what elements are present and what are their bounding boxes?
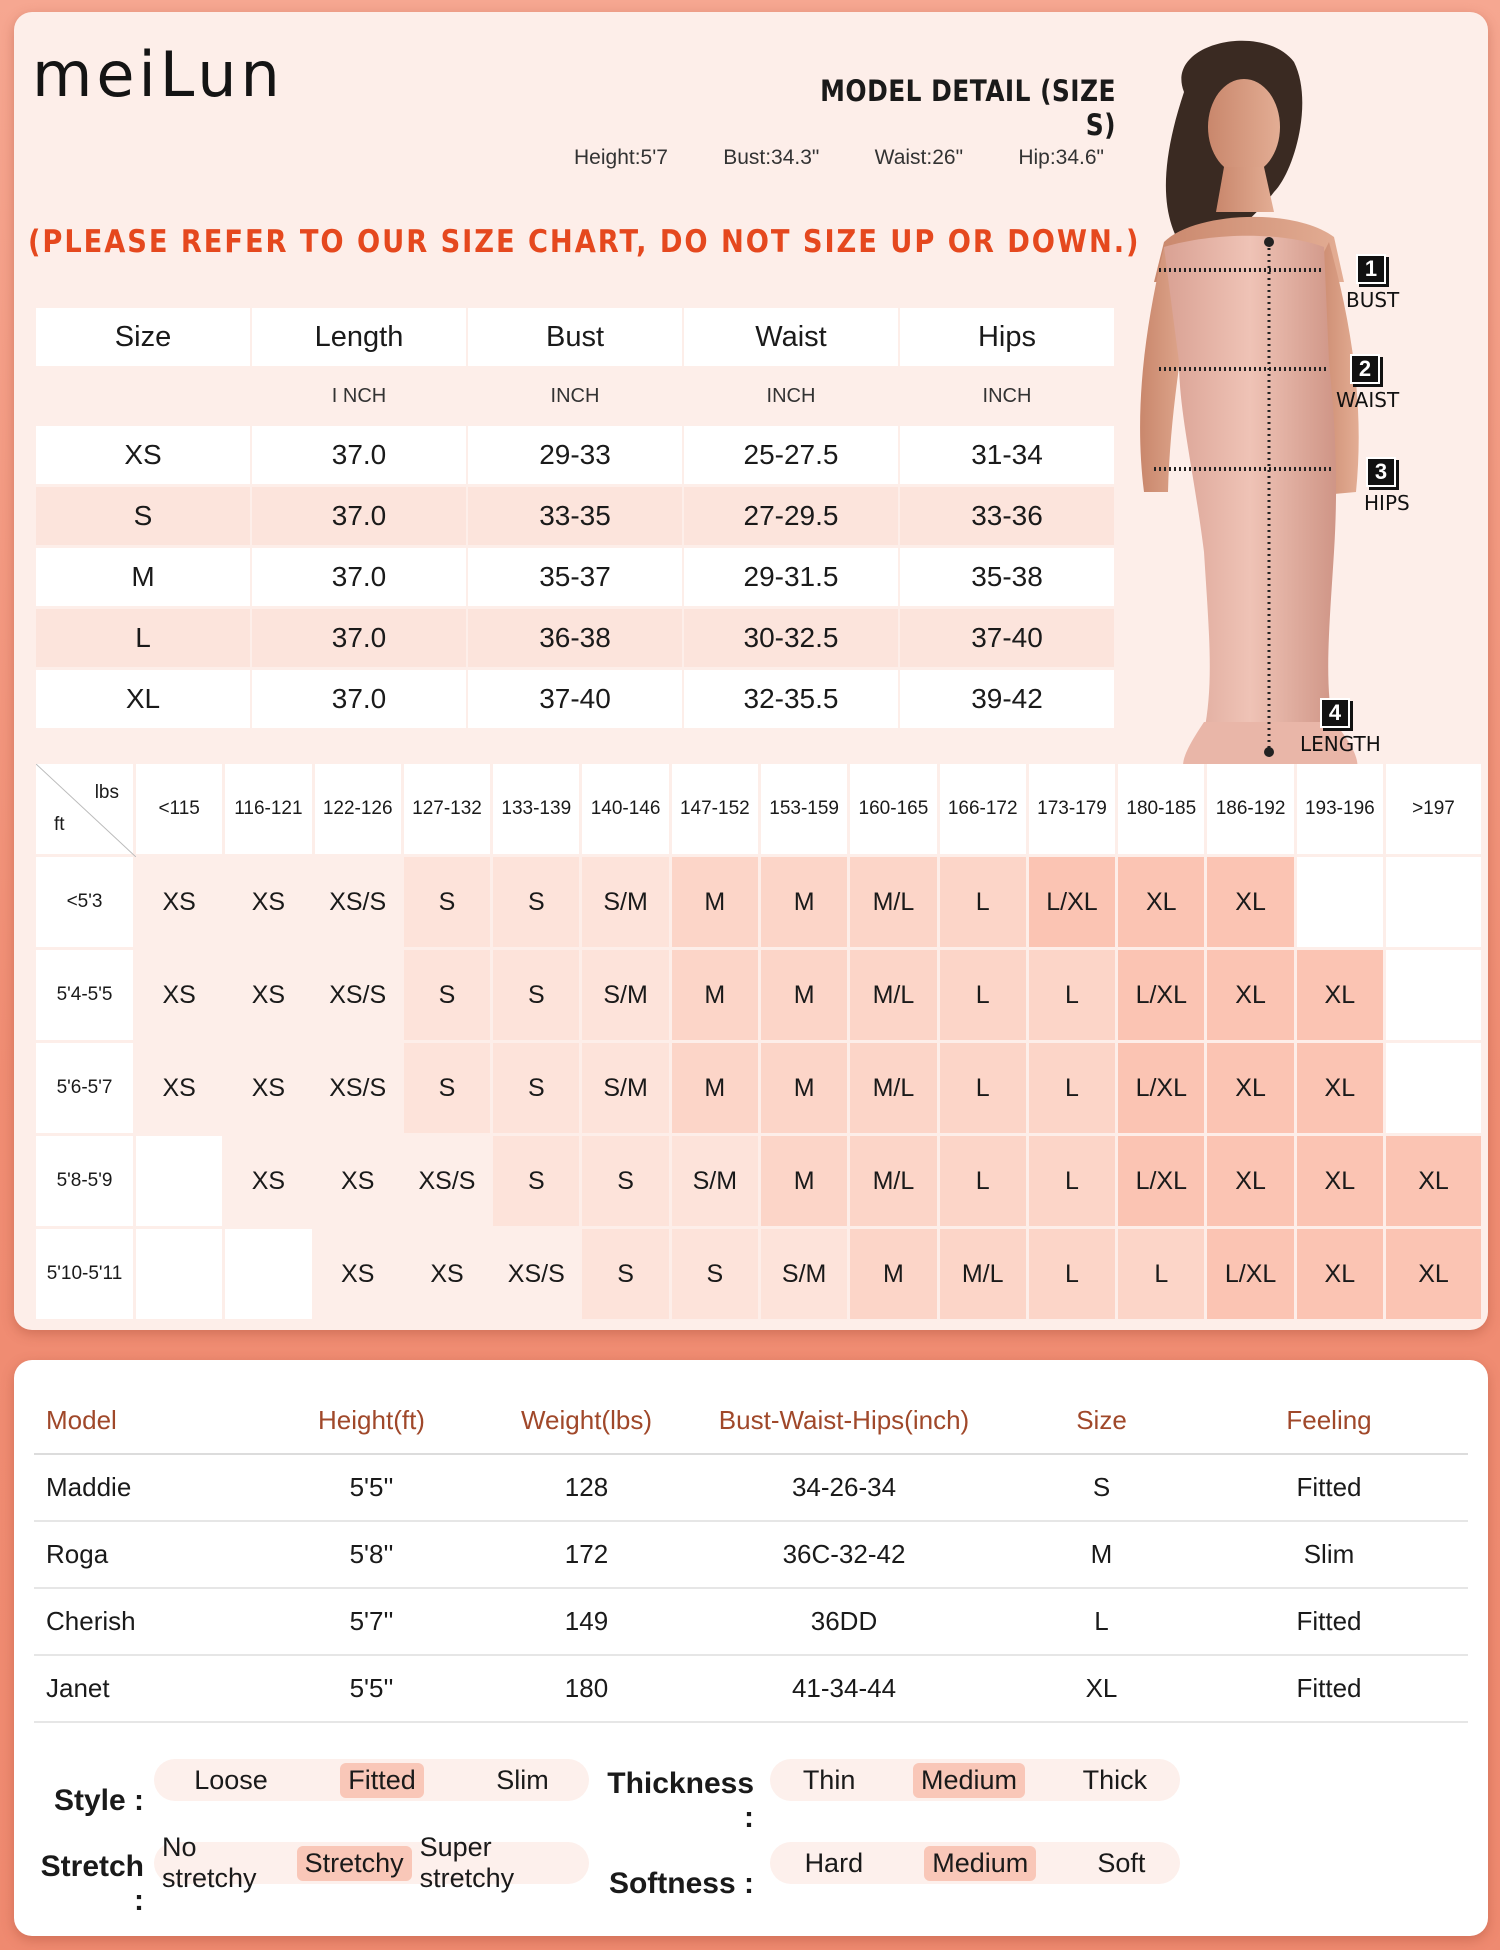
unit-label: INCH [468,369,684,426]
softness-label: Softness : [608,1867,754,1900]
model-cell: Slim [1303,1539,1355,1569]
model-cell: 5'8'' [349,1539,394,1569]
size-recommendation-cell: S [404,1043,493,1136]
thickness-label: Thickness : [607,1767,754,1834]
size-recommendation-cell: XS/S [315,1043,404,1136]
size-chart-header: Size [36,308,252,369]
size-recommendation-cell: XL [1118,857,1207,950]
size-recommendation-cell: XS [225,857,314,950]
measure-badge-2: 2 [1350,354,1380,384]
size-recommendation-cell [136,1229,225,1322]
size-chart-cell: 37-40 [468,670,684,731]
size-chart-cell: 25-27.5 [684,426,900,487]
size-recommendation-cell: L [1029,950,1118,1043]
models-header-cell: Bust-Waist-Hips(inch) [718,1405,970,1435]
model-detail-title: MODEL DETAIL (SIZE S) [820,74,1116,142]
model-row [34,1455,1468,1522]
size-recommendation-cell: XL [1207,1136,1296,1229]
size-recommendation-cell: XL [1207,857,1296,950]
size-recommendation-cell: XL [1297,1136,1386,1229]
weight-header: 140-146 [582,764,671,857]
size-recommendation-cell: XS [225,1136,314,1229]
model-row [34,1656,1468,1723]
softness-option: Hard [804,1847,864,1878]
size-chart-header: Hips [900,308,1116,369]
size-chart-units-row [36,369,1136,426]
model-cell: Fitted [1296,1472,1362,1502]
size-recommendation-cell: L/XL [1118,1136,1207,1229]
size-guide-card [14,12,1488,1330]
size-recommendation-cell: M/L [850,1136,939,1229]
size-recommendation-cell: XS/S [315,950,404,1043]
size-recommendation-cell: XS/S [404,1136,493,1229]
size-recommendation-cell: L/XL [1118,950,1207,1043]
measure-badge-3: 3 [1366,457,1396,487]
model-cell: M [1090,1539,1113,1569]
size-recommendation-cell: M [672,1043,761,1136]
size-recommendation-cell: L [940,1043,1029,1136]
size-recommendation-cell: L [940,1136,1029,1229]
thickness-option: Thick [1082,1764,1148,1795]
weight-header: 160-165 [850,764,939,857]
size-recommendation-cell: M/L [850,950,939,1043]
style-option: Slim [496,1764,549,1795]
size-recommendation-cell: XL [1207,950,1296,1043]
size-recommendation-cell: XS [136,1043,225,1136]
size-recommendation-cell: XL [1386,1136,1484,1229]
size-recommendation-cell: S [493,857,582,950]
size-chart-cell: 35-38 [900,548,1116,609]
size-chart-header-row [36,308,1136,369]
size-chart-cell: 37.0 [252,487,468,548]
corner-ft: ft [54,814,65,835]
size-chart-cell: 32-35.5 [684,670,900,731]
size-recommendation-cell: L [1029,1043,1118,1136]
size-recommendation-cell: S/M [582,1043,671,1136]
size-recommendation-cell: XL [1297,1043,1386,1136]
style-track [154,1759,589,1801]
models-card [14,1360,1488,1936]
size-recommendation-cell: M/L [940,1229,1029,1322]
weight-header: 193-196 [1297,764,1386,857]
thickness-option: Thin [802,1764,856,1795]
size-recommendation-cell: XS [225,1043,314,1136]
size-recommendation-cell: L/XL [1029,857,1118,950]
size-chart-cell: 37.0 [252,609,468,670]
model-cell: 41-34-44 [791,1673,897,1703]
size-recommendation-cell: M [761,1136,850,1229]
size-recommendation-cell: XS [136,950,225,1043]
models-header-cell: Size [1076,1405,1127,1435]
model-cell: 149 [564,1606,609,1636]
model-stats [574,146,1104,170]
thickness-option: Medium [913,1763,1025,1798]
size-recommendation-cell [225,1229,314,1322]
height-row-header: 5'8-5'9 [36,1136,136,1229]
height-weight-chart [36,764,1484,1322]
style-option: Fitted [340,1763,424,1798]
model-row [34,1522,1468,1589]
size-recommendation-cell: S [672,1229,761,1322]
size-recommendation-cell: M [761,1043,850,1136]
unit-label: INCH [900,369,1116,426]
model-row [34,1589,1468,1656]
model-cell: Roga [46,1539,109,1569]
size-chart-table [36,308,1136,731]
brand-logo: meiLun [32,38,284,111]
size-chart-cell: 29-33 [468,426,684,487]
size-chart-header: Waist [684,308,900,369]
size-recommendation-cell: XS [404,1229,493,1322]
size-chart-cell: L [36,609,252,670]
bust-label: BUST [1346,288,1400,312]
size-recommendation-cell: L [1029,1136,1118,1229]
size-chart-cell: 33-35 [468,487,684,548]
softness-track [770,1842,1180,1884]
thickness-attribute [594,1767,754,1834]
model-cell: L [1094,1606,1109,1636]
waist-label: WAIST [1336,388,1400,412]
model-bust: Bust:34.3" [723,146,820,169]
model-cell: 5'5'' [349,1673,394,1703]
size-recommendation-cell: M/L [850,857,939,950]
model-waist: Waist:26" [874,146,964,169]
size-recommendation-cell: S [582,1136,671,1229]
weight-header: 166-172 [940,764,1029,857]
unit-label: INCH [684,369,900,426]
softness-attribute [594,1863,754,1905]
model-height: Height:5'7 [574,146,668,169]
model-cell: 128 [564,1472,609,1502]
size-recommendation-cell: XL [1207,1043,1296,1136]
size-chart-cell: M [36,548,252,609]
size-recommendation-cell: M [761,950,850,1043]
size-recommendation-cell: S [493,1043,582,1136]
models-table-header [34,1388,1468,1455]
model-illustration [1124,32,1484,782]
size-recommendation-cell: S/M [761,1229,850,1322]
size-chart-cell: XL [36,670,252,731]
size-recommendation-cell: XS [315,1229,404,1322]
size-recommendation-cell: XS [225,950,314,1043]
height-row-header: 5'4-5'5 [36,950,136,1043]
weight-header: 122-126 [315,764,404,857]
size-recommendation-cell [1386,950,1484,1043]
model-cell: 36C-32-42 [782,1539,906,1569]
size-recommendation-cell: L/XL [1207,1229,1296,1322]
softness-option: Soft [1097,1847,1146,1878]
weight-header: >197 [1386,764,1484,857]
softness-option: Medium [924,1846,1036,1881]
size-recommendation-cell: S [404,950,493,1043]
stretch-option: Super stretchy [419,1832,515,1893]
corner-divider [36,764,136,857]
weight-header: 133-139 [493,764,582,857]
size-chart-row [36,548,1136,609]
weight-header: <115 [136,764,225,857]
model-cell: 172 [564,1539,609,1569]
size-chart-cell: S [36,487,252,548]
models-header-cell: Model [46,1405,117,1435]
size-chart-header: Length [252,308,468,369]
size-chart-cell: 37-40 [900,609,1116,670]
size-chart-cell: 37.0 [252,548,468,609]
size-recommendation-cell: L [940,950,1029,1043]
size-recommendation-cell: L/XL [1118,1043,1207,1136]
models-table [34,1388,1468,1723]
size-chart-row [36,609,1136,670]
size-recommendation-cell: L [1029,1229,1118,1322]
corner-lbs: lbs [94,782,119,803]
stretch-label: Stretch : [40,1850,144,1917]
size-recommendation-cell: M [850,1229,939,1322]
model-cell: 34-26-34 [791,1472,897,1502]
measure-badge-1: 1 [1356,254,1386,284]
size-recommendation-cell: S [493,950,582,1043]
length-label: LENGTH [1300,732,1381,756]
models-header-cell: Height(ft) [318,1405,425,1435]
size-chart-cell: 37.0 [252,670,468,731]
size-chart-row [36,670,1136,731]
size-recommendation-cell [1386,857,1484,950]
height-row-header: 5'6-5'7 [36,1043,136,1136]
size-chart-cell: 39-42 [900,670,1116,731]
size-recommendation-cell: L [1118,1229,1207,1322]
unit-label: I NCH [252,369,468,426]
size-chart-cell: XS [36,426,252,487]
size-notice: (PLEASE REFER TO OUR SIZE CHART, DO NOT SIZE UP OR DOWN.) [28,224,1141,260]
model-cell: XL [1085,1673,1118,1703]
size-chart-row [36,487,1136,548]
model-cell: 36DD [810,1606,878,1636]
size-recommendation-cell [1386,1043,1484,1136]
size-chart-row [36,426,1136,487]
size-recommendation-cell: M [761,857,850,950]
size-recommendation-cell: M/L [850,1043,939,1136]
size-chart-cell: 31-34 [900,426,1116,487]
size-recommendation-cell: L [940,857,1029,950]
size-recommendation-cell: XS [136,857,225,950]
model-cell: Fitted [1296,1606,1362,1636]
size-recommendation-cell: S [582,1229,671,1322]
model-cell: Cherish [46,1606,136,1636]
model-cell: Maddie [46,1472,132,1502]
model-cell: 5'7'' [349,1606,394,1636]
size-recommendation-cell [1297,857,1386,950]
size-chart-cell: 35-37 [468,548,684,609]
weight-header: 186-192 [1207,764,1296,857]
size-chart-cell: 27-29.5 [684,487,900,548]
size-chart-cell: 33-36 [900,487,1116,548]
measure-badge-4: 4 [1320,698,1350,728]
weight-header: 153-159 [761,764,850,857]
model-figure [1124,32,1484,782]
chart-corner [36,764,136,857]
size-recommendation-cell: XS/S [315,857,404,950]
models-header-cell: Feeling [1286,1405,1372,1435]
model-cell: 180 [564,1673,609,1703]
weight-header: 127-132 [404,764,493,857]
size-recommendation-cell: S/M [582,950,671,1043]
stretch-track [154,1832,589,1893]
size-recommendation-cell: XL [1386,1229,1484,1322]
model-cell: Fitted [1296,1673,1362,1703]
size-recommendation-cell: XS [315,1136,404,1229]
stretch-attribute [24,1850,144,1917]
style-label: Style : [53,1784,144,1817]
size-chart-cell: 29-31.5 [684,548,900,609]
size-recommendation-cell: S [493,1136,582,1229]
weight-header: 116-121 [225,764,314,857]
model-hip: Hip:34.6" [1018,146,1104,169]
size-chart-cell: 37.0 [252,426,468,487]
models-header-cell: Weight(lbs) [520,1405,652,1435]
model-cell: S [1092,1472,1111,1502]
weight-header: 180-185 [1118,764,1207,857]
stretch-option: No stretchy [162,1832,257,1893]
style-option: Loose [194,1764,268,1795]
model-cell: 5'5'' [349,1472,394,1502]
size-recommendation-cell: XL [1297,950,1386,1043]
size-chart-cell: 30-32.5 [684,609,900,670]
size-recommendation-cell: S/M [672,1136,761,1229]
size-recommendation-cell: S [404,857,493,950]
size-recommendation-cell: XL [1297,1229,1386,1322]
weight-header: 147-152 [672,764,761,857]
size-recommendation-cell: XS/S [493,1229,582,1322]
size-recommendation-cell: M [672,857,761,950]
size-chart-header: Bust [468,308,684,369]
thickness-track [770,1759,1180,1801]
height-row-header: <5'3 [36,857,136,950]
weight-header: 173-179 [1029,764,1118,857]
size-recommendation-cell: M [672,950,761,1043]
style-attribute [34,1780,144,1822]
hips-label: HIPS [1364,491,1410,515]
model-cell: Janet [46,1673,110,1703]
size-recommendation-cell [136,1136,225,1229]
unit-label [36,369,252,426]
size-recommendation-cell: S/M [582,857,671,950]
height-row-header: 5'10-5'11 [36,1229,136,1322]
stretch-option: Stretchy [297,1846,412,1881]
size-chart-cell: 36-38 [468,609,684,670]
